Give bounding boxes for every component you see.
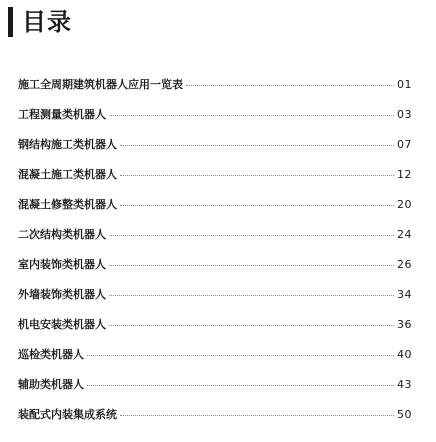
toc-dot-leader xyxy=(120,175,394,176)
toc-item-label: 装配式内装集成系统 xyxy=(18,408,117,421)
toc-item-auxiliary[interactable] xyxy=(18,376,412,406)
toc-page-number: 24 xyxy=(397,228,412,241)
toc-dot-leader xyxy=(186,85,394,86)
table-of-contents xyxy=(18,76,412,436)
toc-dot-leader xyxy=(109,115,394,116)
toc-dot-leader xyxy=(87,355,394,356)
toc-item-surveying[interactable] xyxy=(18,106,412,136)
toc-item-label: 二次结构类机器人 xyxy=(18,228,106,241)
toc-page-number: 12 xyxy=(397,168,412,181)
toc-page-number: 43 xyxy=(397,378,412,391)
toc-item-label: 混凝土施工类机器人 xyxy=(18,168,117,181)
toc-page-number: 07 xyxy=(397,138,412,151)
toc-page-number: 01 xyxy=(397,78,412,91)
toc-dot-leader xyxy=(87,385,394,386)
toc-item-inspection[interactable] xyxy=(18,346,412,376)
toc-item-label: 外墙装饰类机器人 xyxy=(18,288,106,301)
toc-item-label: 辅助类机器人 xyxy=(18,378,84,391)
toc-dot-leader xyxy=(109,265,394,266)
toc-dot-leader xyxy=(109,235,394,236)
toc-item-label: 钢结构施工类机器人 xyxy=(18,138,117,151)
title-accent-bar xyxy=(8,7,13,37)
toc-page-number: 36 xyxy=(397,318,412,331)
page-title: 目录 xyxy=(22,8,72,36)
toc-page-number: 40 xyxy=(397,348,412,361)
toc-item-secondary-structure[interactable] xyxy=(18,226,412,256)
toc-dot-leader xyxy=(109,325,394,326)
toc-page-number: 03 xyxy=(397,108,412,121)
toc-item-label: 工程测量类机器人 xyxy=(18,108,106,121)
toc-item-steel-structure[interactable] xyxy=(18,136,412,166)
toc-dot-leader xyxy=(120,145,394,146)
toc-dot-leader xyxy=(120,415,394,416)
toc-item-exterior-wall[interactable] xyxy=(18,286,412,316)
toc-item-concrete-finishing[interactable] xyxy=(18,196,412,226)
toc-item-interior-decoration[interactable] xyxy=(18,256,412,286)
toc-item-overview[interactable] xyxy=(18,76,412,106)
toc-item-label: 室内装饰类机器人 xyxy=(18,258,106,271)
toc-item-label: 施工全周期建筑机器人应用一览表 xyxy=(18,78,183,91)
toc-item-label: 混凝土修整类机器人 xyxy=(18,198,117,211)
toc-item-label: 巡检类机器人 xyxy=(18,348,84,361)
toc-dot-leader xyxy=(120,205,394,206)
toc-item-prefab-interior[interactable] xyxy=(18,406,412,436)
toc-page-number: 34 xyxy=(397,288,412,301)
toc-page-number: 26 xyxy=(397,258,412,271)
toc-item-mep-installation[interactable] xyxy=(18,316,412,346)
page-header xyxy=(8,6,72,38)
toc-dot-leader xyxy=(109,295,394,296)
toc-item-concrete-construction[interactable] xyxy=(18,166,412,196)
toc-page-number: 50 xyxy=(397,408,412,421)
toc-page-number: 20 xyxy=(397,198,412,211)
toc-item-label: 机电安装类机器人 xyxy=(18,318,106,331)
